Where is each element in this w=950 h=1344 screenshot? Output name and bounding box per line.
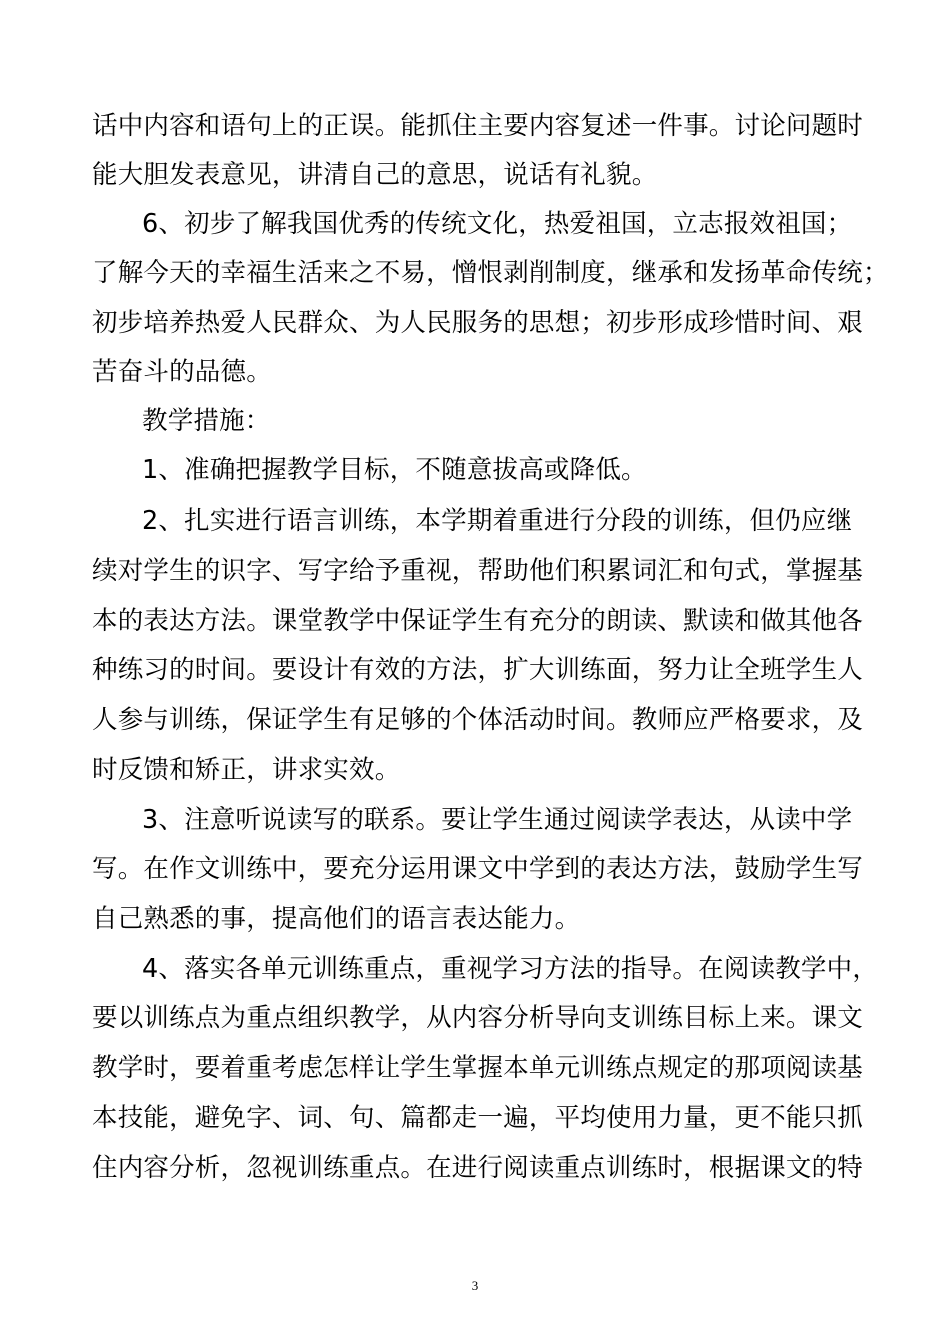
text-line: 教学时，要着重考虑怎样让学生掌握本单元训练点规定的那项阅读基 bbox=[92, 1053, 864, 1083]
text-line: 种练习的时间。要设计有效的方法，扩大训练面，努力让全班学生人 bbox=[92, 655, 864, 685]
text-line: 本技能，避免字、词、句、篇都走一遍，平均使用力量，更不能只抓 bbox=[92, 1103, 864, 1133]
text-line: 时反馈和矫正，讲求实效。 bbox=[92, 755, 401, 785]
paragraph-item-3: 3、注意听说读写的联系。要让学生通过阅读学表达，从读中学 bbox=[142, 805, 853, 835]
text-line: 能大胆发表意见，讲清自己的意思，说话有礼貌。 bbox=[92, 160, 658, 190]
text-line: 续对学生的识字、写字给予重视，帮助他们积累词汇和句式，掌握基 bbox=[92, 556, 864, 586]
paragraph-item-4: 4、落实各单元训练重点，重视学习方法的指导。在阅读教学中， bbox=[142, 954, 879, 984]
text-line: 话中内容和语句上的正误。能抓住主要内容复述一件事。讨论问题时 bbox=[92, 111, 864, 141]
paragraph-item-2: 2、扎实进行语言训练，本学期着重进行分段的训练，但仍应继 bbox=[142, 506, 853, 536]
text-line: 要以训练点为重点组织教学，从内容分析导向支训练目标上来。课文 bbox=[92, 1003, 864, 1033]
text-line: 了解今天的幸福生活来之不易，憎恨剥削制度，继承和发扬革命传统； bbox=[92, 258, 889, 288]
text-line: 苦奋斗的品德。 bbox=[92, 357, 272, 387]
paragraph-item-6: 6、初步了解我国优秀的传统文化，热爱祖国，立志报效祖国； bbox=[142, 209, 853, 239]
text-line: 写。在作文训练中，要充分运用课文中学到的表达方法，鼓励学生写 bbox=[92, 854, 864, 884]
text-line: 人参与训练，保证学生有足够的个体活动时间。教师应严格要求，及 bbox=[92, 705, 864, 735]
text-line: 自己熟悉的事，提高他们的语言表达能力。 bbox=[92, 904, 581, 934]
page-number: 3 bbox=[471, 1278, 479, 1293]
paragraph-item-1: 1、准确把握教学目标，不随意拔高或降低。 bbox=[142, 455, 647, 485]
section-heading-teaching-measures: 教学措施： bbox=[142, 406, 271, 436]
text-line: 住内容分析，忽视训练重点。在进行阅读重点训练时，根据课文的特 bbox=[92, 1153, 864, 1183]
text-line: 本的表达方法。课堂教学中保证学生有充分的朗读、默读和做其他各 bbox=[92, 606, 864, 636]
text-line: 初步培养热爱人民群众、为人民服务的思想；初步形成珍惜时间、艰 bbox=[92, 308, 864, 338]
